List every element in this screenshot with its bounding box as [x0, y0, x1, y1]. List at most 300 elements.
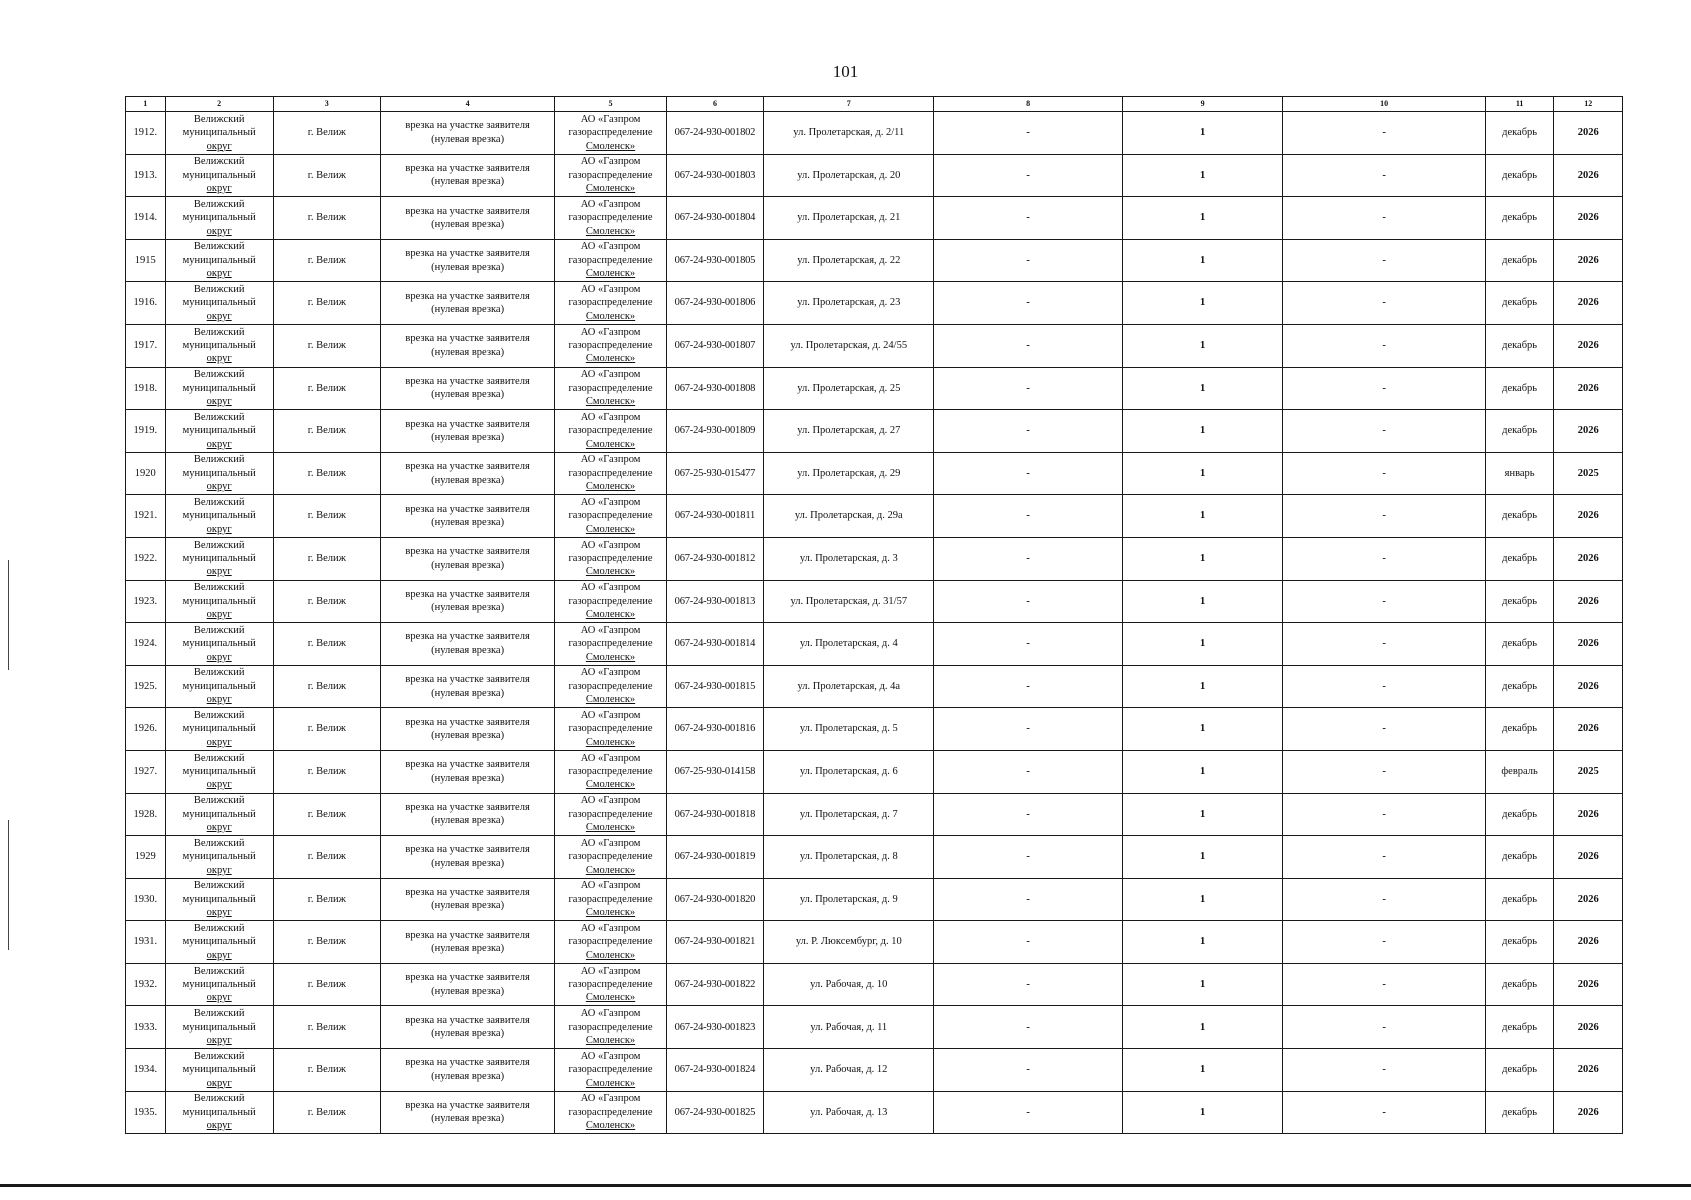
row-number-cell: 1923.: [126, 580, 166, 623]
district-line: муниципальный: [182, 467, 256, 479]
table-row: [126, 495, 1623, 538]
connection-type-line: врезка на участке заявителя: [405, 1100, 530, 1112]
connection-type-cell: [380, 239, 555, 282]
district-line: муниципальный: [182, 1021, 256, 1033]
organization-line: Смоленск»: [585, 140, 636, 152]
town-cell: г. Велиж: [273, 197, 380, 240]
organization-line: газораспределение: [568, 893, 653, 905]
address-cell: ул. Пролетарская, д. 9: [764, 878, 934, 921]
registry-table: [125, 96, 1623, 1134]
district-cell: [165, 623, 273, 666]
district-line: муниципальный: [182, 425, 256, 437]
page-number: 101: [832, 62, 859, 81]
row-number-cell: 1914.: [126, 197, 166, 240]
code-cell: 067-24-930-001814: [666, 623, 763, 666]
organization-cell: [555, 623, 666, 666]
column-8-cell: -: [934, 878, 1122, 921]
organization-line: АО «Газпром: [580, 1008, 641, 1020]
organization-line: газораспределение: [568, 595, 653, 607]
column-10-cell: -: [1283, 580, 1485, 623]
address-cell: ул. Пролетарская, д. 21: [764, 197, 934, 240]
column-9-cell: 1: [1122, 623, 1283, 666]
connection-type-cell: [380, 750, 555, 793]
connection-type-cell: [380, 665, 555, 708]
organization-line: газораспределение: [568, 212, 653, 224]
code-cell: 067-24-930-001816: [666, 708, 763, 751]
district-line: муниципальный: [182, 936, 256, 948]
district-line: Велижский: [193, 454, 245, 466]
town-cell: г. Велиж: [273, 282, 380, 325]
row-number-cell: 1917.: [126, 324, 166, 367]
connection-type-line: (нулевая врезка): [431, 1070, 505, 1082]
organization-line: газораспределение: [568, 382, 653, 394]
district-line: Велижский: [193, 198, 245, 210]
month-cell: декабрь: [1485, 1091, 1554, 1134]
month-cell: декабрь: [1485, 623, 1554, 666]
connection-type-line: (нулевая врезка): [431, 1113, 505, 1125]
organization-line: АО «Газпром: [580, 539, 641, 551]
connection-type-line: врезка на участке заявителя: [405, 631, 530, 643]
column-header: 6: [666, 97, 763, 112]
organization-line: АО «Газпром: [580, 326, 641, 338]
town-cell: г. Велиж: [273, 623, 380, 666]
connection-type-line: (нулевая врезка): [431, 474, 505, 486]
address-cell: ул. Рабочая, д. 13: [764, 1091, 934, 1134]
column-9-cell: 1: [1122, 154, 1283, 197]
organization-line: АО «Газпром: [580, 837, 641, 849]
month-cell: декабрь: [1485, 878, 1554, 921]
column-10-cell: -: [1283, 112, 1485, 155]
connection-type-line: (нулевая врезка): [431, 900, 505, 912]
connection-type-line: (нулевая врезка): [431, 517, 505, 529]
column-8-cell: -: [934, 921, 1122, 964]
district-cell: [165, 154, 273, 197]
column-10-cell: -: [1283, 367, 1485, 410]
table-row: [126, 750, 1623, 793]
month-cell: декабрь: [1485, 282, 1554, 325]
connection-type-cell: [380, 410, 555, 453]
organization-line: АО «Газпром: [580, 880, 641, 892]
month-cell: декабрь: [1485, 963, 1554, 1006]
organization-line: газораспределение: [568, 254, 653, 266]
connection-type-line: врезка на участке заявителя: [405, 844, 530, 856]
column-10-cell: -: [1283, 197, 1485, 240]
month-cell: декабрь: [1485, 1049, 1554, 1092]
year-cell: 2026: [1554, 836, 1623, 879]
connection-type-line: (нулевая врезка): [431, 857, 505, 869]
column-10-cell: -: [1283, 878, 1485, 921]
connection-type-line: врезка на участке заявителя: [405, 461, 530, 473]
district-line: Велижский: [193, 752, 245, 764]
town-cell: г. Велиж: [273, 1006, 380, 1049]
column-9-cell: 1: [1122, 452, 1283, 495]
district-line: муниципальный: [182, 510, 256, 522]
town-cell: г. Велиж: [273, 537, 380, 580]
district-line: муниципальный: [182, 382, 256, 394]
code-cell: 067-24-930-001823: [666, 1006, 763, 1049]
connection-type-line: врезка на участке заявителя: [405, 248, 530, 260]
district-line: округ: [206, 779, 232, 791]
district-line: округ: [206, 353, 232, 365]
address-cell: ул. Рабочая, д. 10: [764, 963, 934, 1006]
organization-cell: [555, 1006, 666, 1049]
organization-cell: [555, 836, 666, 879]
district-cell: [165, 793, 273, 836]
district-line: округ: [206, 396, 232, 408]
address-cell: ул. Пролетарская, д. 25: [764, 367, 934, 410]
organization-line: газораспределение: [568, 765, 653, 777]
table-row: [126, 154, 1623, 197]
code-cell: 067-24-930-001821: [666, 921, 763, 964]
address-cell: ул. Р. Люксембург, д. 10: [764, 921, 934, 964]
column-10-cell: -: [1283, 921, 1485, 964]
month-cell: декабрь: [1485, 537, 1554, 580]
column-9-cell: 1: [1122, 324, 1283, 367]
connection-type-cell: [380, 708, 555, 751]
connection-type-line: (нулевая врезка): [431, 602, 505, 614]
district-line: Велижский: [193, 795, 245, 807]
district-cell: [165, 197, 273, 240]
column-header: 9: [1122, 97, 1283, 112]
connection-type-cell: [380, 282, 555, 325]
column-8-cell: -: [934, 793, 1122, 836]
organization-line: газораспределение: [568, 680, 653, 692]
table-row: [126, 112, 1623, 155]
connection-type-line: (нулевая врезка): [431, 346, 505, 358]
column-10-cell: -: [1283, 836, 1485, 879]
connection-type-line: врезка на участке заявителя: [405, 503, 530, 515]
column-10-cell: -: [1283, 1049, 1485, 1092]
month-cell: декабрь: [1485, 410, 1554, 453]
connection-type-cell: [380, 836, 555, 879]
district-line: муниципальный: [182, 638, 256, 650]
district-cell: [165, 836, 273, 879]
column-10-cell: -: [1283, 154, 1485, 197]
address-cell: ул. Пролетарская, д. 2/11: [764, 112, 934, 155]
organization-cell: [555, 537, 666, 580]
connection-type-line: (нулевая врезка): [431, 772, 505, 784]
organization-line: Смоленск»: [585, 864, 636, 876]
connection-type-line: (нулевая врезка): [431, 431, 505, 443]
connection-type-cell: [380, 623, 555, 666]
organization-cell: [555, 452, 666, 495]
connection-type-line: (нулевая врезка): [431, 815, 505, 827]
connection-type-line: врезка на участке заявителя: [405, 120, 530, 132]
organization-line: Смоленск»: [585, 651, 636, 663]
district-line: Велижский: [193, 496, 245, 508]
connection-type-line: врезка на участке заявителя: [405, 290, 530, 302]
district-cell: [165, 1091, 273, 1134]
organization-line: Смоленск»: [585, 183, 636, 195]
district-line: Велижский: [193, 709, 245, 721]
column-8-cell: -: [934, 963, 1122, 1006]
row-number-cell: 1913.: [126, 154, 166, 197]
town-cell: г. Велиж: [273, 963, 380, 1006]
row-number-cell: 1915: [126, 239, 166, 282]
connection-type-line: врезка на участке заявителя: [405, 801, 530, 813]
table-row: [126, 708, 1623, 751]
column-9-cell: 1: [1122, 1006, 1283, 1049]
year-cell: 2026: [1554, 1049, 1623, 1092]
connection-type-cell: [380, 1006, 555, 1049]
year-cell: 2026: [1554, 537, 1623, 580]
row-number-cell: 1919.: [126, 410, 166, 453]
connection-type-cell: [380, 878, 555, 921]
organization-line: АО «Газпром: [580, 284, 641, 296]
row-number-cell: 1921.: [126, 495, 166, 538]
organization-cell: [555, 367, 666, 410]
column-8-cell: -: [934, 1006, 1122, 1049]
row-number-cell: 1924.: [126, 623, 166, 666]
connection-type-cell: [380, 1091, 555, 1134]
town-cell: г. Велиж: [273, 324, 380, 367]
district-line: округ: [206, 992, 232, 1004]
organization-cell: [555, 793, 666, 836]
column-header: 2: [165, 97, 273, 112]
column-9-cell: 1: [1122, 1049, 1283, 1092]
row-number-cell: 1912.: [126, 112, 166, 155]
organization-line: АО «Газпром: [580, 752, 641, 764]
code-cell: 067-24-930-001818: [666, 793, 763, 836]
address-cell: ул. Пролетарская, д. 31/57: [764, 580, 934, 623]
organization-line: АО «Газпром: [580, 369, 641, 381]
district-line: округ: [206, 694, 232, 706]
district-cell: [165, 324, 273, 367]
row-number-cell: 1925.: [126, 665, 166, 708]
column-9-cell: 1: [1122, 878, 1283, 921]
column-8-cell: -: [934, 1091, 1122, 1134]
connection-type-line: (нулевая врезка): [431, 687, 505, 699]
column-10-cell: -: [1283, 1006, 1485, 1049]
organization-line: Смоленск»: [585, 438, 636, 450]
table-row: [126, 537, 1623, 580]
year-cell: 2026: [1554, 367, 1623, 410]
organization-line: газораспределение: [568, 936, 653, 948]
column-8-cell: -: [934, 239, 1122, 282]
district-line: муниципальный: [182, 978, 256, 990]
connection-type-line: (нулевая врезка): [431, 559, 505, 571]
column-10-cell: -: [1283, 239, 1485, 282]
address-cell: ул. Пролетарская, д. 4: [764, 623, 934, 666]
organization-line: газораспределение: [568, 1064, 653, 1076]
row-number-cell: 1931.: [126, 921, 166, 964]
organization-cell: [555, 963, 666, 1006]
district-line: округ: [206, 481, 232, 493]
month-cell: декабрь: [1485, 367, 1554, 410]
connection-type-line: врезка на участке заявителя: [405, 375, 530, 387]
month-cell: декабрь: [1485, 324, 1554, 367]
connection-type-cell: [380, 580, 555, 623]
town-cell: г. Велиж: [273, 452, 380, 495]
column-header: 1: [126, 97, 166, 112]
town-cell: г. Велиж: [273, 665, 380, 708]
district-line: Велижский: [193, 326, 245, 338]
town-cell: г. Велиж: [273, 410, 380, 453]
table-body: [126, 112, 1623, 1134]
page-bottom-rule: [0, 1184, 1691, 1187]
year-cell: 2026: [1554, 112, 1623, 155]
column-8-cell: -: [934, 623, 1122, 666]
district-line: округ: [206, 736, 232, 748]
code-cell: 067-24-930-001820: [666, 878, 763, 921]
district-cell: [165, 878, 273, 921]
organization-cell: [555, 282, 666, 325]
connection-type-line: (нулевая врезка): [431, 644, 505, 656]
organization-line: АО «Газпром: [580, 454, 641, 466]
organization-line: Смоленск»: [585, 1034, 636, 1046]
organization-cell: [555, 1091, 666, 1134]
row-number-cell: 1918.: [126, 367, 166, 410]
year-cell: 2026: [1554, 282, 1623, 325]
connection-type-line: (нулевая врезка): [431, 133, 505, 145]
connection-type-line: врезка на участке заявителя: [405, 716, 530, 728]
organization-line: АО «Газпром: [580, 965, 641, 977]
column-9-cell: 1: [1122, 921, 1283, 964]
organization-cell: [555, 750, 666, 793]
district-line: муниципальный: [182, 553, 256, 565]
connection-type-line: врезка на участке заявителя: [405, 546, 530, 558]
district-line: муниципальный: [182, 212, 256, 224]
district-line: округ: [206, 183, 232, 195]
organization-line: АО «Газпром: [580, 667, 641, 679]
district-cell: [165, 580, 273, 623]
district-line: Велижский: [193, 1050, 245, 1062]
district-line: муниципальный: [182, 297, 256, 309]
table-row: [126, 580, 1623, 623]
month-cell: декабрь: [1485, 836, 1554, 879]
district-line: округ: [206, 609, 232, 621]
row-number-cell: 1916.: [126, 282, 166, 325]
district-line: округ: [206, 140, 232, 152]
month-cell: декабрь: [1485, 708, 1554, 751]
district-line: округ: [206, 1120, 232, 1132]
organization-cell: [555, 878, 666, 921]
district-cell: [165, 367, 273, 410]
year-cell: 2026: [1554, 921, 1623, 964]
table-row: [126, 1049, 1623, 1092]
table-row: [126, 282, 1623, 325]
district-line: округ: [206, 1077, 232, 1089]
column-8-cell: -: [934, 708, 1122, 751]
column-header: 7: [764, 97, 934, 112]
organization-cell: [555, 495, 666, 538]
organization-cell: [555, 921, 666, 964]
year-cell: 2026: [1554, 495, 1623, 538]
connection-type-line: (нулевая врезка): [431, 218, 505, 230]
column-8-cell: -: [934, 836, 1122, 879]
table-row: [126, 452, 1623, 495]
address-cell: ул. Пролетарская, д. 29а: [764, 495, 934, 538]
year-cell: 2026: [1554, 1091, 1623, 1134]
district-cell: [165, 495, 273, 538]
district-line: муниципальный: [182, 893, 256, 905]
district-cell: [165, 239, 273, 282]
column-9-cell: 1: [1122, 963, 1283, 1006]
row-number-cell: 1927.: [126, 750, 166, 793]
district-line: Велижский: [193, 113, 245, 125]
column-9-cell: 1: [1122, 112, 1283, 155]
table-row: [126, 623, 1623, 666]
organization-line: Смоленск»: [585, 353, 636, 365]
organization-line: АО «Газпром: [580, 496, 641, 508]
column-9-cell: 1: [1122, 1091, 1283, 1134]
connection-type-line: (нулевая врезка): [431, 730, 505, 742]
district-line: округ: [206, 864, 232, 876]
year-cell: 2026: [1554, 623, 1623, 666]
district-line: муниципальный: [182, 1106, 256, 1118]
address-cell: ул. Пролетарская, д. 8: [764, 836, 934, 879]
organization-line: Смоленск»: [585, 310, 636, 322]
district-line: округ: [206, 949, 232, 961]
organization-line: АО «Газпром: [580, 582, 641, 594]
organization-line: Смоленск»: [585, 609, 636, 621]
organization-line: Смоленск»: [585, 779, 636, 791]
district-line: Велижский: [193, 411, 245, 423]
column-8-cell: -: [934, 282, 1122, 325]
town-cell: г. Велиж: [273, 580, 380, 623]
organization-line: газораспределение: [568, 467, 653, 479]
connection-type-line: врезка на участке заявителя: [405, 887, 530, 899]
column-10-cell: -: [1283, 537, 1485, 580]
connection-type-line: врезка на участке заявителя: [405, 333, 530, 345]
district-line: округ: [206, 907, 232, 919]
column-9-cell: 1: [1122, 537, 1283, 580]
code-cell: 067-24-930-001809: [666, 410, 763, 453]
month-cell: декабрь: [1485, 495, 1554, 538]
town-cell: г. Велиж: [273, 878, 380, 921]
organization-line: АО «Газпром: [580, 113, 641, 125]
district-line: Велижский: [193, 284, 245, 296]
district-line: Велижский: [193, 922, 245, 934]
district-cell: [165, 282, 273, 325]
code-cell: 067-24-930-001812: [666, 537, 763, 580]
connection-type-line: врезка на участке заявителя: [405, 162, 530, 174]
column-header: 11: [1485, 97, 1554, 112]
address-cell: ул. Пролетарская, д. 23: [764, 282, 934, 325]
organization-line: Смоленск»: [585, 907, 636, 919]
table-row: [126, 836, 1623, 879]
month-cell: декабрь: [1485, 154, 1554, 197]
connection-type-line: (нулевая врезка): [431, 304, 505, 316]
month-cell: декабрь: [1485, 793, 1554, 836]
row-number-cell: 1935.: [126, 1091, 166, 1134]
row-number-cell: 1930.: [126, 878, 166, 921]
table-row: [126, 1006, 1623, 1049]
organization-line: АО «Газпром: [580, 1093, 641, 1105]
town-cell: г. Велиж: [273, 921, 380, 964]
organization-cell: [555, 665, 666, 708]
district-line: Велижский: [193, 156, 245, 168]
month-cell: декабрь: [1485, 580, 1554, 623]
organization-line: газораспределение: [568, 510, 653, 522]
month-cell: декабрь: [1485, 112, 1554, 155]
year-cell: 2026: [1554, 154, 1623, 197]
row-number-cell: 1922.: [126, 537, 166, 580]
organization-line: АО «Газпром: [580, 198, 641, 210]
connection-type-line: врезка на участке заявителя: [405, 1057, 530, 1069]
table-row: [126, 665, 1623, 708]
table-row: [126, 239, 1623, 282]
organization-cell: [555, 239, 666, 282]
column-9-cell: 1: [1122, 282, 1283, 325]
district-line: муниципальный: [182, 808, 256, 820]
code-cell: 067-25-930-014158: [666, 750, 763, 793]
organization-line: АО «Газпром: [580, 156, 641, 168]
connection-type-cell: [380, 1049, 555, 1092]
district-cell: [165, 665, 273, 708]
connection-type-cell: [380, 197, 555, 240]
year-cell: 2026: [1554, 324, 1623, 367]
